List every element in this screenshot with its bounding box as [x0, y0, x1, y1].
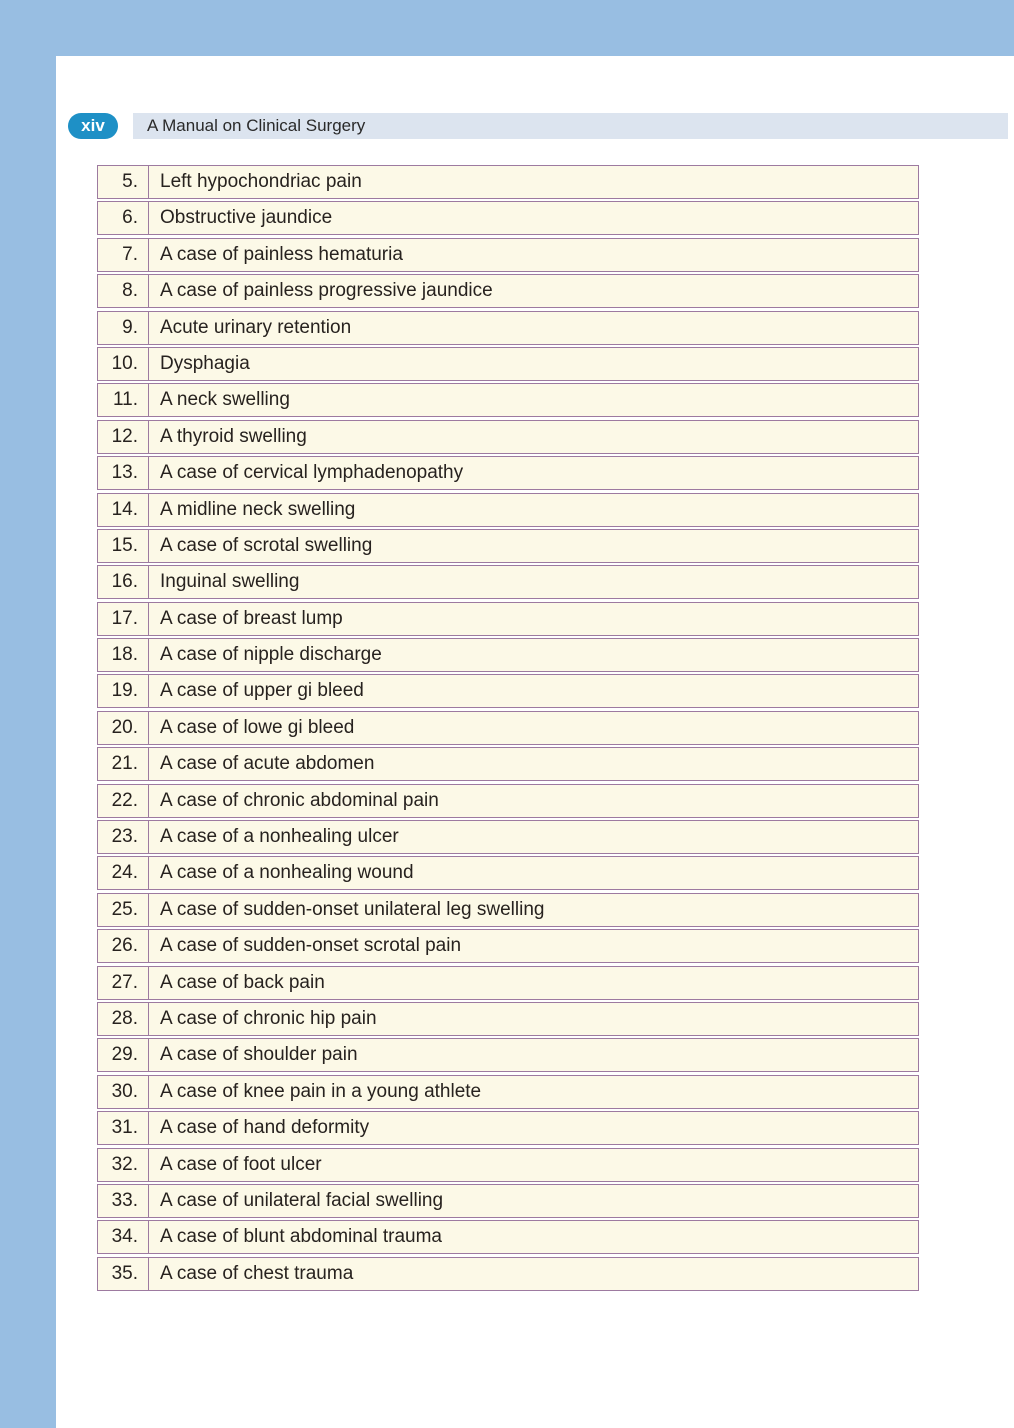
case-title: A case of painless progressive jaundice	[160, 280, 493, 302]
case-title: A case of sudden-onset unilateral leg swelling	[160, 898, 545, 920]
case-number: 12.	[98, 421, 149, 453]
case-title: A case of upper gi bleed	[160, 680, 364, 702]
case-title: A case of chronic abdominal pain	[160, 789, 439, 811]
table-row	[97, 929, 919, 963]
case-title: A case of scrotal swelling	[160, 534, 373, 556]
case-number: 23.	[98, 821, 149, 853]
page-number-badge: xiv	[68, 113, 118, 139]
table-row	[97, 383, 919, 417]
case-number: 13.	[98, 457, 149, 489]
table-row	[97, 456, 919, 490]
case-number: 11.	[98, 384, 149, 416]
case-title: A case of blunt abdominal trauma	[160, 1226, 443, 1248]
case-number: 21.	[98, 748, 149, 780]
case-title: A case of lowe gi bleed	[160, 716, 355, 738]
table-row	[97, 311, 919, 345]
case-number: 9.	[98, 312, 149, 344]
table-row	[97, 602, 919, 636]
case-title: A case of acute abdomen	[160, 753, 375, 775]
running-header	[68, 113, 1008, 139]
page-frame-top	[0, 0, 1014, 56]
case-number: 28.	[98, 1003, 149, 1035]
case-title: A case of back pain	[160, 971, 325, 993]
table-row	[97, 529, 919, 563]
table-row	[97, 201, 919, 235]
case-number: 35.	[98, 1258, 149, 1290]
case-number: 10.	[98, 348, 149, 380]
table-row	[97, 784, 919, 818]
case-title: A thyroid swelling	[160, 425, 307, 447]
case-number: 19.	[98, 675, 149, 707]
case-number: 14.	[98, 494, 149, 526]
table-row	[97, 1148, 919, 1182]
case-title: A neck swelling	[160, 389, 290, 411]
case-title: A case of chronic hip pain	[160, 1007, 377, 1029]
case-title: A case of hand deformity	[160, 1117, 370, 1139]
case-title: A midline neck swelling	[160, 498, 356, 520]
case-title: A case of shoulder pain	[160, 1044, 358, 1066]
table-row	[97, 1257, 919, 1291]
case-number: 26.	[98, 930, 149, 962]
table-row	[97, 711, 919, 745]
cases-table	[97, 165, 919, 1293]
case-number: 6.	[98, 202, 149, 234]
case-title: Dysphagia	[160, 352, 250, 374]
case-number: 30.	[98, 1076, 149, 1108]
case-title: A case of nipple discharge	[160, 644, 382, 666]
table-row	[97, 493, 919, 527]
table-row	[97, 1075, 919, 1109]
table-row	[97, 638, 919, 672]
table-row	[97, 747, 919, 781]
case-number: 29.	[98, 1039, 149, 1071]
case-title: Inguinal swelling	[160, 571, 300, 593]
table-row	[97, 565, 919, 599]
table-row	[97, 420, 919, 454]
table-row	[97, 1002, 919, 1036]
table-row	[97, 1220, 919, 1254]
case-number: 5.	[98, 166, 149, 198]
case-number: 33.	[98, 1185, 149, 1217]
case-title: A case of unilateral facial swelling	[160, 1189, 444, 1211]
case-number: 24.	[98, 857, 149, 889]
table-row	[97, 674, 919, 708]
running-title: A Manual on Clinical Surgery	[133, 113, 1008, 139]
page-frame-left	[0, 0, 56, 1428]
case-number: 25.	[98, 894, 149, 926]
case-title: A case of cervical lymphadenopathy	[160, 462, 464, 484]
table-row	[97, 238, 919, 272]
case-number: 27.	[98, 967, 149, 999]
case-title: A case of a nonhealing ulcer	[160, 826, 399, 848]
table-row	[97, 820, 919, 854]
table-row	[97, 1184, 919, 1218]
case-number: 17.	[98, 603, 149, 635]
table-row	[97, 165, 919, 199]
table-row	[97, 1111, 919, 1145]
case-title: A case of chest trauma	[160, 1262, 354, 1284]
case-number: 18.	[98, 639, 149, 671]
case-title: A case of a nonhealing wound	[160, 862, 414, 884]
table-row	[97, 274, 919, 308]
case-number: 31.	[98, 1112, 149, 1144]
case-number: 15.	[98, 530, 149, 562]
case-number: 16.	[98, 566, 149, 598]
table-row	[97, 347, 919, 381]
case-number: 22.	[98, 785, 149, 817]
case-title: A case of breast lump	[160, 607, 343, 629]
case-title: A case of sudden-onset scrotal pain	[160, 935, 462, 957]
table-row	[97, 856, 919, 890]
case-number: 32.	[98, 1149, 149, 1181]
case-number: 34.	[98, 1221, 149, 1253]
case-number: 20.	[98, 712, 149, 744]
case-title: Left hypochondriac pain	[160, 171, 362, 192]
case-title: A case of painless hematuria	[160, 243, 403, 265]
table-row	[97, 893, 919, 927]
case-title: A case of knee pain in a young athlete	[160, 1080, 482, 1102]
case-number: 7.	[98, 239, 149, 271]
case-number: 8.	[98, 275, 149, 307]
table-row	[97, 1038, 919, 1072]
case-title: A case of foot ulcer	[160, 1153, 322, 1175]
case-title: Acute urinary retention	[160, 316, 352, 338]
table-row	[97, 966, 919, 1000]
case-title: Obstructive jaundice	[160, 207, 333, 229]
